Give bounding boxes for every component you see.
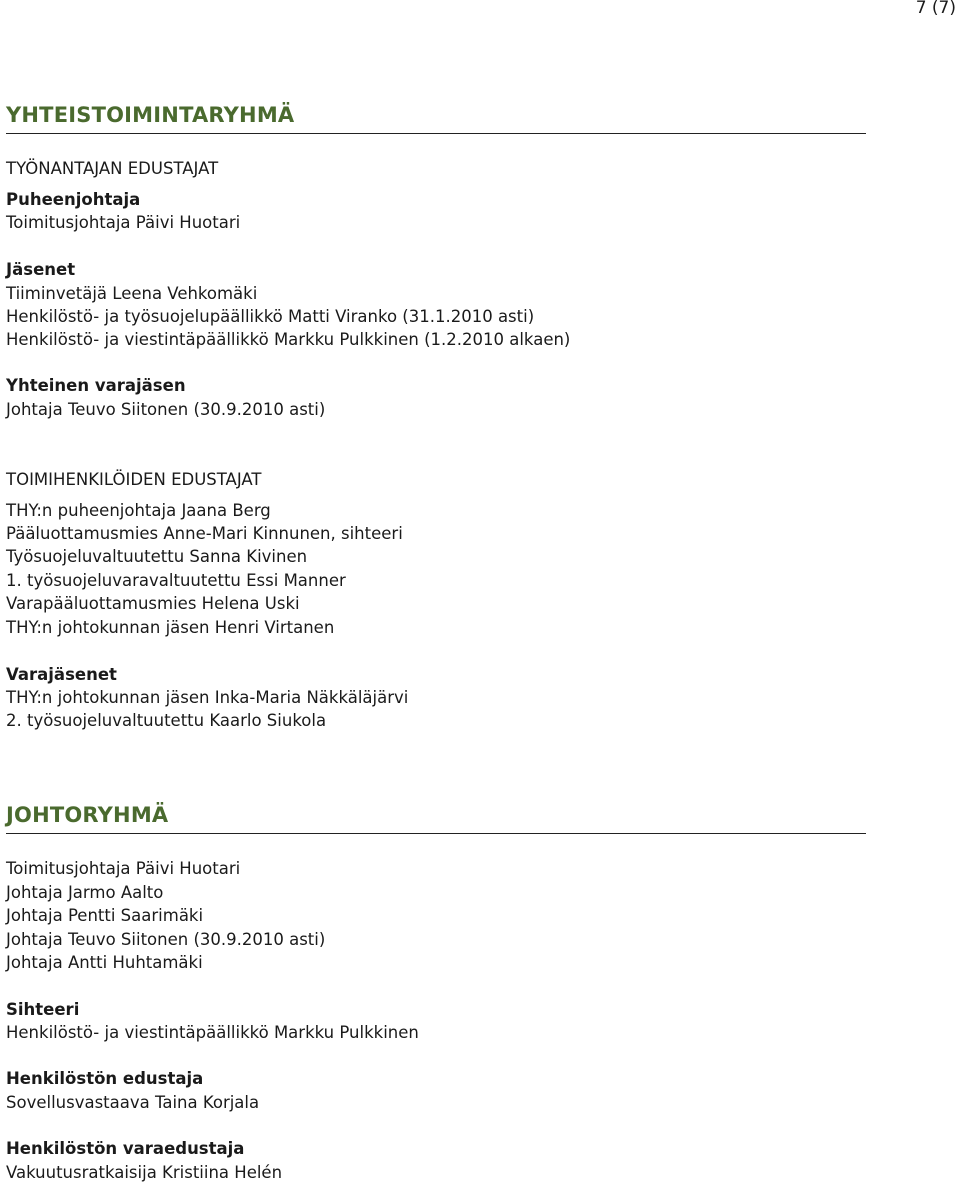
section-divider (6, 833, 866, 834)
staff-representative-label: Henkilöstön edustaja (6, 1069, 204, 1088)
page-number: 7 (7) (915, 0, 956, 18)
management-member-item: Johtaja Pentti Saarimäki (6, 906, 204, 925)
staff-member-item: 1. työsuojeluvaravaltuutettu Essi Manner (6, 571, 346, 590)
section-divider (6, 133, 866, 134)
staff-member-item: THY:n johtokunnan jäsen Henri Virtanen (6, 618, 335, 637)
staff-member-item: Pääluottamusmies Anne-Mari Kinnunen, sihteeri (6, 524, 403, 543)
staff-representative-name: Sovellusvastaava Taina Korjala (6, 1093, 260, 1112)
deputy-item: 2. työsuojeluvaltuutettu Kaarlo Siukola (6, 711, 327, 730)
management-member-item: Toimitusjohtaja Päivi Huotari (6, 859, 241, 878)
common-deputy-name: Johtaja Teuvo Siitonen (30.9.2010 asti) (6, 400, 326, 419)
management-member-item: Johtaja Antti Huhtamäki (6, 953, 203, 972)
member-item: Henkilöstö- ja viestintäpäällikkö Markku Pulkkinen (1.2.2010 alkaen) (6, 330, 571, 349)
deputy-item: THY:n johtokunnan jäsen Inka-Maria Näkkäläjärvi (6, 688, 409, 707)
staff-member-item: Varapääluottamusmies Helena Uski (6, 594, 300, 613)
staff-deputy-name: Vakuutusratkaisija Kristiina Helén (6, 1163, 283, 1182)
section-title-yhteistoimintaryhma: YHTEISTOIMINTARYHMÄ (6, 103, 295, 127)
chair-label: Puheenjohtaja (6, 190, 141, 209)
deputies-label: Varajäsenet (6, 665, 117, 684)
employer-representatives-heading: TYÖNANTAJAN EDUSTAJAT (6, 159, 219, 178)
management-member-item: Johtaja Teuvo Siitonen (30.9.2010 asti) (6, 930, 326, 949)
members-label: Jäsenet (6, 260, 76, 279)
staff-representatives-heading: TOIMIHENKILÖIDEN EDUSTAJAT (6, 470, 262, 489)
staff-deputy-label: Henkilöstön varaedustaja (6, 1139, 245, 1158)
member-item: Henkilöstö- ja työsuojelupäällikkö Matti Viranko (31.1.2010 asti) (6, 307, 535, 326)
common-deputy-label: Yhteinen varajäsen (6, 376, 186, 395)
management-member-item: Johtaja Jarmo Aalto (6, 883, 164, 902)
staff-member-item: Työsuojeluvaltuutettu Sanna Kivinen (6, 547, 308, 566)
secretary-label: Sihteeri (6, 1000, 80, 1019)
member-item: Tiiminvetäjä Leena Vehkomäki (6, 284, 258, 303)
secretary-name: Henkilöstö- ja viestintäpäällikkö Markku Pulkkinen (6, 1023, 419, 1042)
chair-name: Toimitusjohtaja Päivi Huotari (6, 213, 241, 232)
section-title-johtoryhma: JOHTORYHMÄ (6, 803, 169, 827)
staff-member-item: THY:n puheenjohtaja Jaana Berg (6, 501, 271, 520)
